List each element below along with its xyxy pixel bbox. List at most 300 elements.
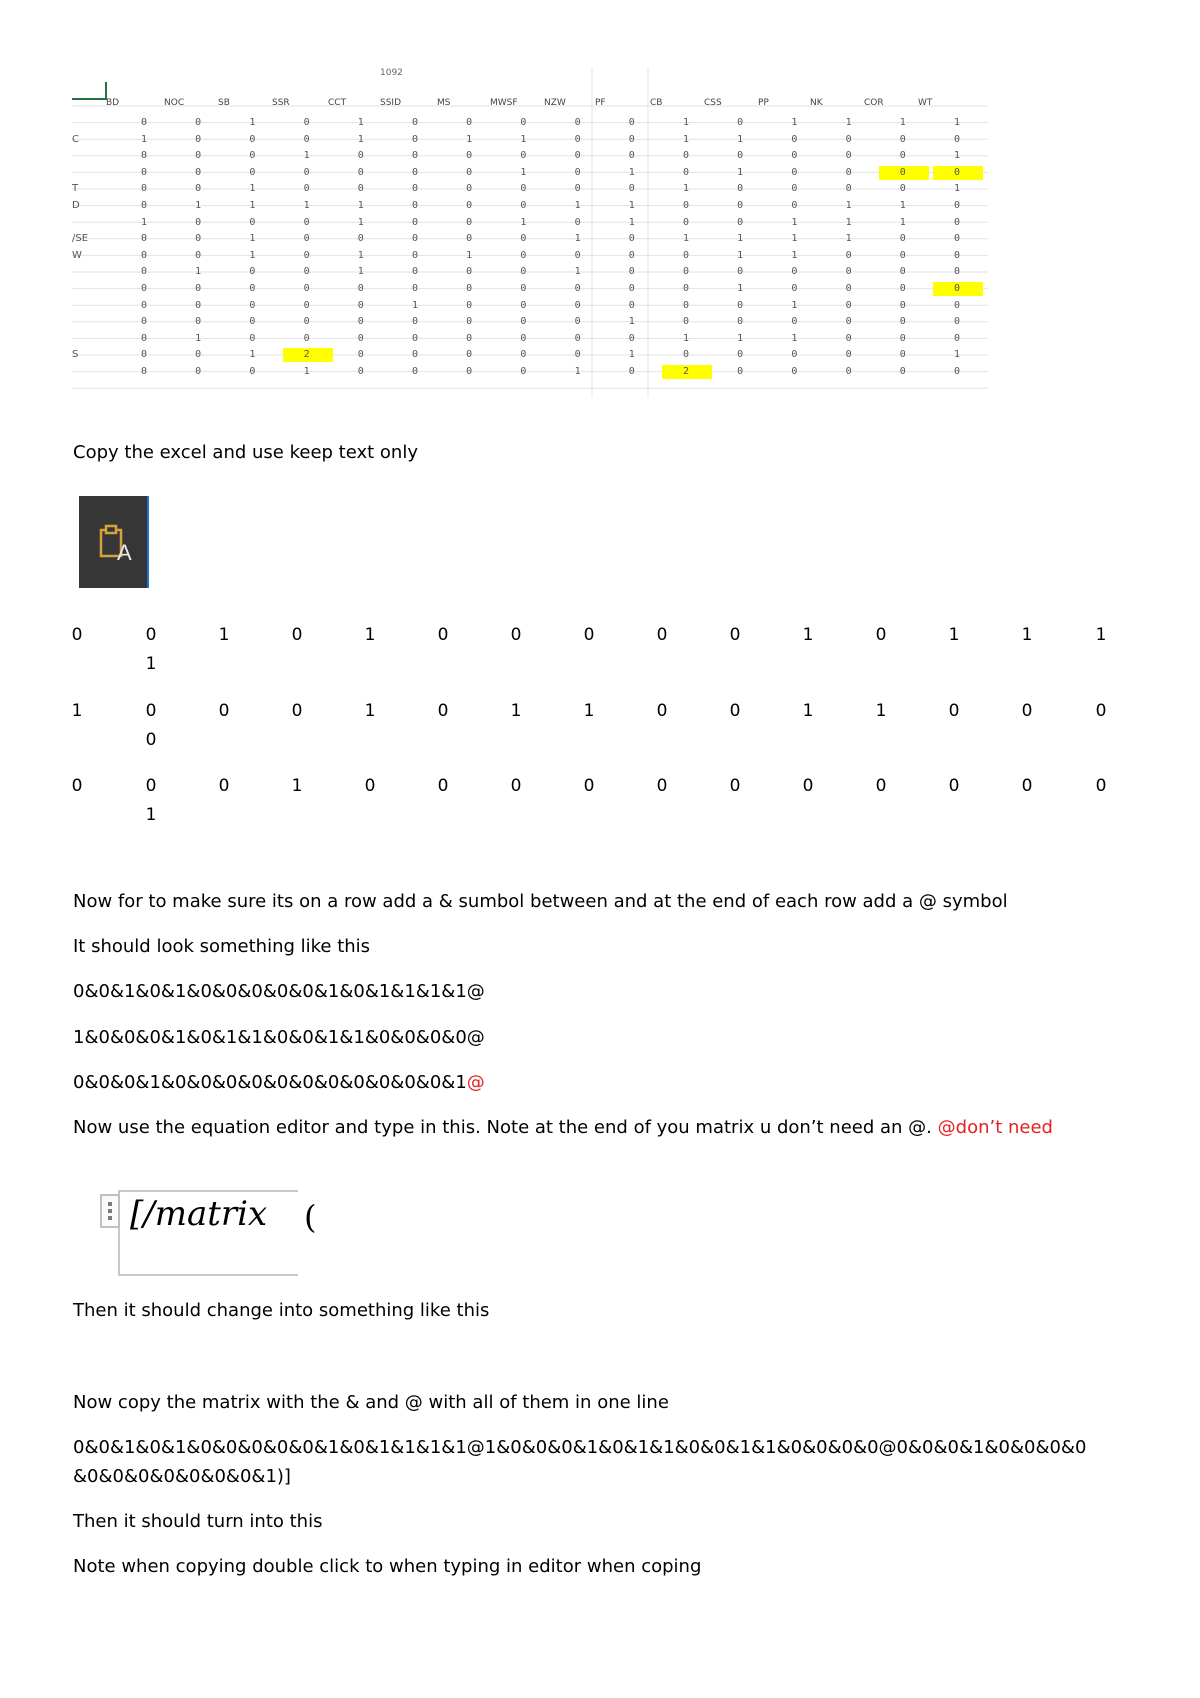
grid-value: 1 <box>218 625 230 645</box>
spreadsheet-cell[interactable]: 0 <box>628 283 635 294</box>
spreadsheet-cell[interactable]: 0 <box>899 233 906 245</box>
spreadsheet-cell[interactable]: 0 <box>520 349 527 361</box>
spreadsheet-cell[interactable]: 0 <box>791 316 798 328</box>
spreadsheet-cell[interactable]: 0 <box>466 183 473 195</box>
spreadsheet-cell[interactable]: 1 <box>845 233 852 245</box>
grid-value: 1 <box>802 625 814 645</box>
spreadsheet-cell[interactable]: 1 <box>791 249 798 261</box>
spreadsheet-cell[interactable]: 1 <box>195 266 202 278</box>
spreadsheet-cell[interactable]: 1 <box>411 299 419 311</box>
row-label: C <box>72 133 79 145</box>
spreadsheet-cell[interactable]: 0 <box>466 332 473 344</box>
spreadsheet-cell[interactable]: 1 <box>791 233 798 245</box>
spreadsheet-cell[interactable]: 0 <box>466 150 473 162</box>
spreadsheet-cell[interactable]: 0 <box>574 166 581 178</box>
spreadsheet-cell[interactable]: 0 <box>953 332 961 344</box>
grid-value: 1 <box>364 625 376 645</box>
spreadsheet-cell[interactable]: 0 <box>574 249 581 261</box>
spreadsheet-cell[interactable]: 1 <box>249 233 256 245</box>
equation-drag-handle-icon[interactable] <box>100 1194 120 1228</box>
spreadsheet-cell[interactable]: 0 <box>845 150 852 162</box>
spreadsheet-cell[interactable]: 0 <box>303 332 310 344</box>
spreadsheet-cell[interactable]: 0 <box>574 216 581 228</box>
spreadsheet-cell[interactable]: 1 <box>682 332 690 344</box>
spreadsheet-cell[interactable]: 1 <box>574 233 581 245</box>
spreadsheet-cell[interactable]: 1 <box>628 216 635 228</box>
spreadsheet-cell[interactable]: 1 <box>249 200 256 211</box>
spreadsheet-cell[interactable]: 0 <box>140 266 148 278</box>
spreadsheet-cell[interactable]: 0 <box>303 266 310 278</box>
spreadsheet-cell[interactable]: 0 <box>791 166 798 178</box>
spreadsheet-cell[interactable]: 0 <box>682 166 690 178</box>
spreadsheet-cell[interactable]: 0 <box>682 299 690 311</box>
spreadsheet-cell[interactable]: 0 <box>899 133 906 145</box>
spreadsheet-cell[interactable]: 0 <box>628 366 635 377</box>
spreadsheet-cell[interactable]: 0 <box>357 283 364 294</box>
spreadsheet-cell[interactable]: 0 <box>520 366 527 377</box>
spreadsheet-cell[interactable]: 0 <box>899 249 906 261</box>
spreadsheet-cell[interactable]: 0 <box>357 316 364 328</box>
spreadsheet-cell[interactable]: 0 <box>737 200 744 211</box>
spreadsheet-cell[interactable]: 0 <box>357 150 364 162</box>
example-row-3-text: 0&0&0&1&0&0&0&0&0&0&0&0&0&0&0&1 <box>73 1072 467 1093</box>
spreadsheet-cell[interactable]: 0 <box>357 332 364 344</box>
spreadsheet-cell[interactable]: 0 <box>953 316 961 328</box>
spreadsheet-cell[interactable]: 1 <box>737 332 744 344</box>
spreadsheet-cell[interactable]: 0 <box>520 299 527 311</box>
spreadsheet-cell[interactable]: 0 <box>899 299 906 311</box>
grid-value: 0 <box>1021 701 1033 721</box>
spreadsheet-cell[interactable]: 0 <box>845 332 852 344</box>
spreadsheet-cell[interactable]: 1 <box>899 200 906 211</box>
spreadsheet-cell[interactable]: 0 <box>574 283 581 294</box>
spreadsheet-cell[interactable]: 0 <box>140 150 148 162</box>
spreadsheet-cell[interactable]: 0 <box>628 233 635 245</box>
spreadsheet-cell[interactable]: 0 <box>682 200 690 211</box>
spreadsheet-cell[interactable]: 1 <box>520 166 527 178</box>
spreadsheet-cell[interactable]: 0 <box>845 316 852 328</box>
spreadsheet-cell[interactable]: 0 <box>411 316 419 328</box>
spreadsheet-cell[interactable]: 0 <box>140 200 148 211</box>
spreadsheet-cell[interactable]: 0 <box>791 349 798 361</box>
spreadsheet-cell[interactable]: 0 <box>899 183 906 195</box>
spreadsheet-cell[interactable]: 1 <box>249 117 256 128</box>
spreadsheet-cell[interactable]: 1 <box>953 117 961 128</box>
spreadsheet-cell[interactable]: 1 <box>357 200 364 211</box>
spreadsheet-cell[interactable]: 0 <box>520 266 527 278</box>
spreadsheet-cell[interactable]: 0 <box>737 266 744 278</box>
spreadsheet-cell[interactable]: 1 <box>899 117 906 128</box>
spreadsheet-cell[interactable]: 1 <box>140 133 148 145</box>
spreadsheet-cell[interactable]: 0 <box>845 366 852 377</box>
spreadsheet-cell[interactable]: 0 <box>466 233 473 245</box>
spreadsheet-cell[interactable]: 0 <box>303 299 310 311</box>
spreadsheet-cell[interactable]: 0 <box>466 166 473 178</box>
spreadsheet-cell[interactable]: 0 <box>357 183 364 195</box>
spreadsheet-cell[interactable]: 0 <box>303 166 310 178</box>
spreadsheet-cell[interactable]: 1 <box>791 299 798 311</box>
spreadsheet-cell[interactable]: 0 <box>195 233 202 245</box>
grid-value: 0 <box>145 730 157 750</box>
spreadsheet-cell[interactable]: 0 <box>411 366 419 377</box>
spreadsheet-cell[interactable]: 1 <box>574 266 581 278</box>
spreadsheet-cell[interactable]: 1 <box>628 316 635 328</box>
spreadsheet-cell[interactable]: 0 <box>303 283 310 294</box>
spreadsheet-cell[interactable]: 0 <box>411 216 419 228</box>
spreadsheet-cell[interactable]: 1 <box>357 133 364 145</box>
grid-value: 0 <box>218 776 230 796</box>
spreadsheet-cell[interactable]: 0 <box>357 299 364 311</box>
spreadsheet-cell[interactable]: 0 <box>574 332 581 344</box>
spreadsheet-cell[interactable]: 0 <box>953 283 961 294</box>
spreadsheet-cell[interactable]: 0 <box>466 283 473 294</box>
column-header: SB <box>218 98 230 108</box>
spreadsheet-cell[interactable]: 0 <box>466 117 473 128</box>
spreadsheet-cell[interactable]: 0 <box>140 166 148 178</box>
spreadsheet-cell[interactable]: 1 <box>737 133 744 145</box>
spreadsheet-cell[interactable]: 0 <box>411 349 419 361</box>
spreadsheet-cell[interactable]: 1 <box>845 216 852 228</box>
spreadsheet-cell[interactable]: 1 <box>791 216 798 228</box>
paste-keep-text-only-button[interactable] <box>79 496 149 588</box>
spreadsheet-cell[interactable]: 1 <box>249 249 256 261</box>
spreadsheet-cell[interactable]: 0 <box>628 150 635 162</box>
spreadsheet-cell[interactable]: 0 <box>791 366 798 377</box>
spreadsheet-cell[interactable]: 0 <box>737 216 744 228</box>
spreadsheet-cell[interactable]: 0 <box>737 183 744 195</box>
spreadsheet-cell[interactable]: 0 <box>303 316 310 328</box>
spreadsheet-cell[interactable]: 0 <box>411 200 419 211</box>
spreadsheet-cell[interactable]: 0 <box>845 299 852 311</box>
spreadsheet-cell[interactable]: 0 <box>466 366 473 377</box>
spreadsheet-cell[interactable]: 0 <box>249 299 256 311</box>
spreadsheet-cell[interactable]: 0 <box>520 117 527 128</box>
spreadsheet-cell[interactable]: 0 <box>195 150 202 162</box>
spreadsheet-cell[interactable]: 0 <box>357 166 364 178</box>
column-header: MWSF <box>490 98 518 108</box>
spreadsheet-cell[interactable]: 1 <box>791 117 798 128</box>
spreadsheet-cell[interactable]: 0 <box>195 133 202 145</box>
spreadsheet-cell[interactable]: 0 <box>953 166 961 178</box>
spreadsheet-cell[interactable]: 0 <box>628 266 635 278</box>
grid-value: 0 <box>291 701 303 721</box>
grid-value: 1 <box>291 776 303 796</box>
spreadsheet-cell[interactable]: 0 <box>140 366 148 377</box>
spreadsheet-cell[interactable]: 1 <box>682 183 690 195</box>
spreadsheet-cell[interactable]: 0 <box>574 117 581 128</box>
selected-cell <box>72 82 107 100</box>
spreadsheet-cell[interactable]: 1 <box>303 200 310 211</box>
column-header: CB <box>650 98 663 108</box>
spreadsheet-cell[interactable]: 0 <box>249 332 256 344</box>
spreadsheet-cell[interactable]: 0 <box>845 166 852 178</box>
grid-value: 0 <box>437 625 449 645</box>
spreadsheet-cell[interactable]: 0 <box>574 299 581 311</box>
spreadsheet-cell[interactable]: 0 <box>249 316 256 328</box>
spreadsheet-cell[interactable]: 0 <box>140 299 148 311</box>
spreadsheet-cell[interactable]: 0 <box>953 233 961 245</box>
spreadsheet-cell[interactable]: 0 <box>845 133 852 145</box>
spreadsheet-cell[interactable]: 0 <box>953 366 961 377</box>
spreadsheet-cell[interactable]: 0 <box>899 349 906 361</box>
spreadsheet-cell[interactable]: 0 <box>628 133 635 145</box>
spreadsheet-cell[interactable]: 0 <box>737 349 744 361</box>
grid-value: 0 <box>1095 701 1107 721</box>
instruction-copy-matrix: Now copy the matrix with the & and @ with all of them in one line <box>73 1392 669 1413</box>
spreadsheet-cell[interactable]: 0 <box>791 183 798 195</box>
spreadsheet-cell[interactable]: 0 <box>520 283 527 294</box>
spreadsheet-cell[interactable]: 0 <box>411 332 419 344</box>
spreadsheet-cell[interactable]: 1 <box>249 183 256 195</box>
spreadsheet-cell[interactable]: 1 <box>303 366 310 377</box>
spreadsheet-cell[interactable]: 0 <box>737 366 744 377</box>
spreadsheet-cell[interactable]: 0 <box>411 133 419 145</box>
spreadsheet-cell[interactable]: 1 <box>574 200 581 211</box>
spreadsheet-cell[interactable]: 0 <box>466 216 473 228</box>
spreadsheet-cell[interactable]: 0 <box>682 266 690 278</box>
spreadsheet-cell[interactable]: 0 <box>574 150 581 162</box>
example-row-1: 0&0&1&0&1&0&0&0&0&0&1&0&1&1&1&1@ <box>73 981 485 1002</box>
spreadsheet-cell[interactable]: 1 <box>845 200 852 211</box>
spreadsheet-cell[interactable]: 0 <box>953 249 961 261</box>
spreadsheet-cell[interactable]: 1 <box>953 349 961 361</box>
spreadsheet-cell[interactable]: 0 <box>899 283 906 294</box>
spreadsheet-cell[interactable]: 0 <box>140 249 148 261</box>
grid-value: 0 <box>1021 776 1033 796</box>
spreadsheet-cell[interactable]: 0 <box>140 332 148 344</box>
spreadsheet-cell[interactable]: 1 <box>195 332 202 344</box>
spreadsheet-cell[interactable]: 1 <box>737 283 744 294</box>
grid-value: 0 <box>218 701 230 721</box>
spreadsheet-cell[interactable]: 0 <box>411 249 419 261</box>
spreadsheet-cell[interactable]: 1 <box>303 150 310 162</box>
grid-value: 0 <box>729 625 741 645</box>
spreadsheet-cell[interactable]: 0 <box>195 183 202 195</box>
spreadsheet-cell[interactable]: 0 <box>411 183 419 195</box>
spreadsheet-cell[interactable]: 0 <box>899 316 906 328</box>
spreadsheet-cell[interactable]: 0 <box>357 349 364 361</box>
spreadsheet-cell[interactable]: 0 <box>520 233 527 245</box>
spreadsheet-cell[interactable]: 0 <box>899 150 906 162</box>
spreadsheet-cell[interactable]: 0 <box>628 332 635 344</box>
spreadsheet-cell[interactable]: 0 <box>195 216 202 228</box>
equation-editor-box[interactable] <box>96 1190 316 1276</box>
instruction-turn-into: Then it should turn into this <box>73 1511 323 1532</box>
spreadsheet-cell[interactable]: 0 <box>303 233 310 245</box>
spreadsheet-cell[interactable]: 0 <box>195 117 202 128</box>
spreadsheet-screenshot <box>72 68 988 398</box>
spreadsheet-cell[interactable]: 1 <box>628 166 635 178</box>
spreadsheet-cell[interactable]: 0 <box>466 316 473 328</box>
grid-value: 0 <box>656 776 668 796</box>
grid-value: 0 <box>71 625 83 645</box>
spreadsheet-cell[interactable]: 0 <box>411 166 419 178</box>
spreadsheet-cell[interactable]: 1 <box>466 133 473 145</box>
spreadsheet-cell[interactable]: 0 <box>466 299 473 311</box>
spreadsheet-cell[interactable]: 0 <box>845 283 852 294</box>
spreadsheet-cell[interactable]: 0 <box>845 349 852 361</box>
spreadsheet-cell[interactable]: 0 <box>682 349 690 361</box>
spreadsheet-cell[interactable]: 0 <box>140 283 148 294</box>
grid-value: 0 <box>510 776 522 796</box>
spreadsheet-cell[interactable]: 1 <box>682 233 690 245</box>
spreadsheet-cell[interactable]: 0 <box>682 283 690 294</box>
spreadsheet-cell[interactable]: 1 <box>628 349 635 361</box>
spreadsheet-cell[interactable]: 0 <box>520 183 527 195</box>
spreadsheet-cell[interactable]: 0 <box>411 283 419 294</box>
spreadsheet-cell[interactable]: 1 <box>466 249 473 261</box>
spreadsheet-cell[interactable]: 0 <box>845 249 852 261</box>
spreadsheet-cell[interactable]: 0 <box>195 349 202 361</box>
instruction-change: Then it should change into something like this <box>73 1300 490 1321</box>
spreadsheet-cell[interactable]: 0 <box>303 216 310 228</box>
spreadsheet-cell[interactable]: 0 <box>791 200 798 211</box>
spreadsheet-cell[interactable]: 0 <box>737 150 744 162</box>
spreadsheet-cell[interactable]: 0 <box>682 249 690 261</box>
spreadsheet-cell[interactable]: 0 <box>791 283 798 294</box>
spreadsheet-cell[interactable]: 0 <box>357 233 364 245</box>
spreadsheet-cell[interactable]: 0 <box>249 266 256 278</box>
spreadsheet-cell[interactable]: 2 <box>303 349 310 361</box>
spreadsheet-cell[interactable]: 0 <box>195 166 202 178</box>
spreadsheet-cell[interactable]: 0 <box>899 266 906 278</box>
spreadsheet-cell[interactable]: 0 <box>249 366 256 377</box>
spreadsheet-cell[interactable]: 0 <box>574 183 581 195</box>
spreadsheet-cell[interactable]: 1 <box>953 150 961 162</box>
spreadsheet-cell[interactable]: 1 <box>737 249 744 261</box>
spreadsheet-cell[interactable]: 0 <box>411 150 419 162</box>
spreadsheet-cell[interactable]: 0 <box>195 283 202 294</box>
spreadsheet-cell[interactable]: 1 <box>357 117 364 128</box>
spreadsheet-cell[interactable]: 0 <box>628 117 635 128</box>
spreadsheet-cell[interactable]: 0 <box>140 233 148 245</box>
spreadsheet-cell[interactable]: 0 <box>737 117 744 128</box>
spreadsheet-cell[interactable]: 0 <box>466 349 473 361</box>
grid-value: 1 <box>71 701 83 721</box>
spreadsheet-cell[interactable]: 1 <box>737 166 744 178</box>
spreadsheet-cell[interactable]: 0 <box>303 117 310 128</box>
spreadsheet-cell[interactable]: 0 <box>737 316 744 328</box>
spreadsheet-cell[interactable]: 0 <box>845 183 852 195</box>
spreadsheet-cell[interactable]: 1 <box>140 216 148 228</box>
spreadsheet-cell[interactable]: 1 <box>357 266 364 278</box>
spreadsheet-cell[interactable]: 0 <box>899 366 906 377</box>
spreadsheet-cell[interactable]: 0 <box>845 266 852 278</box>
grid-value: 0 <box>656 625 668 645</box>
spreadsheet-cell[interactable]: 0 <box>249 283 256 294</box>
spreadsheet-cell[interactable]: 0 <box>682 316 690 328</box>
grid-value: 0 <box>948 776 960 796</box>
column-header: PP <box>758 98 769 108</box>
instruction-look-like: It should look something like this <box>73 936 371 957</box>
spreadsheet-cell[interactable]: 0 <box>628 299 635 311</box>
example-row-3 <box>73 1072 485 1093</box>
spreadsheet-cell[interactable]: 1 <box>520 133 527 145</box>
spreadsheet-cell[interactable]: 1 <box>520 216 527 228</box>
spreadsheet-cell[interactable]: 0 <box>195 249 202 261</box>
spreadsheet-cell[interactable]: 0 <box>520 332 527 344</box>
spreadsheet-cell[interactable]: 0 <box>628 183 635 195</box>
spreadsheet-cell[interactable]: 0 <box>791 133 798 145</box>
column-header: NOC <box>164 98 185 108</box>
spreadsheet-cell[interactable]: 0 <box>520 200 527 211</box>
spreadsheet-cell[interactable]: 1 <box>628 200 635 211</box>
spreadsheet-cell[interactable]: 0 <box>195 299 202 311</box>
spreadsheet-cell[interactable]: 1 <box>737 233 744 245</box>
spreadsheet-cell[interactable]: 0 <box>574 133 581 145</box>
spreadsheet-cell[interactable]: 1 <box>899 216 906 228</box>
spreadsheet-cell[interactable]: 0 <box>411 233 419 245</box>
spreadsheet-cell[interactable]: 1 <box>682 133 690 145</box>
spreadsheet-cell[interactable]: 0 <box>791 150 798 162</box>
spreadsheet-cell[interactable]: 0 <box>466 266 473 278</box>
spreadsheet-cell[interactable]: 0 <box>140 349 148 361</box>
spreadsheet-cell[interactable]: 0 <box>899 332 906 344</box>
svg-text:A: A <box>117 540 132 565</box>
spreadsheet-cell[interactable]: 0 <box>195 366 202 377</box>
spreadsheet-cell[interactable]: 1 <box>249 349 256 361</box>
spreadsheet-cell[interactable]: 0 <box>520 249 527 261</box>
spreadsheet-cell[interactable]: 0 <box>357 366 364 377</box>
spreadsheet-cell[interactable]: 0 <box>628 249 635 261</box>
spreadsheet-cell[interactable]: 1 <box>357 249 364 261</box>
spreadsheet-cell[interactable]: 1 <box>357 216 364 228</box>
spreadsheet-cell[interactable]: 1 <box>845 117 852 128</box>
spreadsheet-cell[interactable]: 2 <box>682 366 690 377</box>
spreadsheet-cell[interactable]: 0 <box>303 183 310 195</box>
spreadsheet-cell[interactable]: 0 <box>303 249 310 261</box>
spreadsheet-cell[interactable]: 0 <box>953 216 961 228</box>
spreadsheet-cell[interactable]: 0 <box>140 117 148 128</box>
spreadsheet-cell[interactable]: 1 <box>682 117 690 128</box>
spreadsheet-cell[interactable]: 0 <box>195 316 202 328</box>
spreadsheet-cell[interactable]: 0 <box>574 349 581 361</box>
spreadsheet-cell[interactable]: 0 <box>953 133 961 145</box>
spreadsheet-cell[interactable]: 0 <box>953 200 961 211</box>
spreadsheet-cell[interactable]: 0 <box>899 166 906 178</box>
equation-text: [/matrix <box>130 1194 268 1234</box>
spreadsheet-cell[interactable]: 0 <box>249 166 256 178</box>
spreadsheet-cell[interactable]: 0 <box>737 299 744 311</box>
tile-edge <box>147 496 149 588</box>
spreadsheet-cell[interactable]: 0 <box>249 216 256 228</box>
spreadsheet-cell[interactable]: 0 <box>411 117 419 128</box>
spreadsheet-cell[interactable]: 0 <box>520 316 527 328</box>
spreadsheet-cell[interactable]: 0 <box>249 133 256 145</box>
spreadsheet-cell[interactable]: 0 <box>682 216 690 228</box>
grid-value: 0 <box>437 776 449 796</box>
spreadsheet-cell[interactable]: 0 <box>953 266 961 278</box>
spreadsheet-cell[interactable]: 0 <box>140 316 148 328</box>
spreadsheet-cell[interactable]: 1 <box>574 366 581 377</box>
spreadsheet-cell[interactable]: 0 <box>791 266 798 278</box>
spreadsheet-cell[interactable]: 0 <box>411 266 419 278</box>
spreadsheet-cell[interactable]: 0 <box>303 133 310 145</box>
spreadsheet-cell[interactable]: 0 <box>140 183 148 195</box>
spreadsheet-cell[interactable]: 0 <box>249 150 256 162</box>
spreadsheet-cell[interactable]: 0 <box>953 299 961 311</box>
grid-value: 0 <box>71 776 83 796</box>
spreadsheet-cell[interactable]: 0 <box>574 316 581 328</box>
spreadsheet-cell[interactable]: 1 <box>791 332 798 344</box>
spreadsheet-cell[interactable]: 1 <box>195 200 202 211</box>
spreadsheet-cell[interactable]: 1 <box>953 183 961 195</box>
spreadsheet-cell[interactable]: 0 <box>520 150 527 162</box>
grid-value: 1 <box>364 701 376 721</box>
row-label: /SE <box>72 233 89 245</box>
spreadsheet-cell[interactable]: 0 <box>466 200 473 211</box>
spreadsheet-cell[interactable]: 0 <box>682 150 690 162</box>
